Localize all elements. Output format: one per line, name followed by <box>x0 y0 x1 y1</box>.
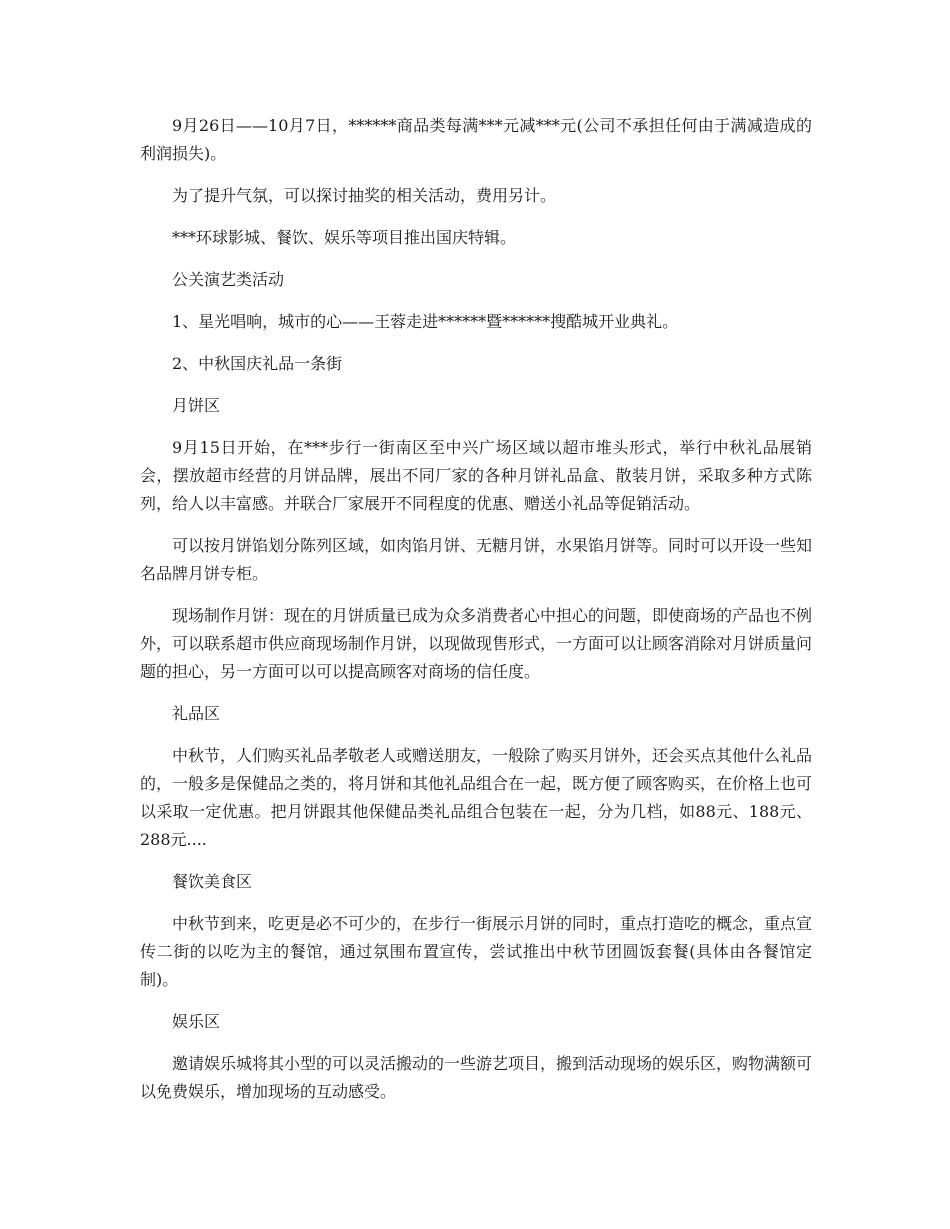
paragraph-onsite-making: 现场制作月饼：现在的月饼质量已成为众多消费者心中担心的问题，即使商场的产品也不例外，可以联系超市供应商现场制作月饼，以现做现售形式，一方面可以让顾客消除对月饼质量问题的担心，另一方面可以可以提高顾客对商场的信任度。 <box>140 606 813 681</box>
paragraph-food-promotion: 中秋节到来，吃更是必不可少的，在步行一街展示月饼的同时，重点打造吃的概念，重点宣传二街的以吃为主的餐馆，通过氛围布置宣传，尝试推出中秋节团圆饭套餐(具体由各餐馆定制)。 <box>140 914 813 989</box>
section-heading-entertainment-area: 娱乐区 <box>172 1012 221 1031</box>
paragraph-gift-bundles: 中秋节，人们购买礼品孝敬老人或赠送朋友，一般除了购买月饼外，还会买点其他什么礼品的，一般多是保健品之类的，将月饼和其他礼品组合在一起，既方便了顾客购买，在价格上也可以采取一定优惠。把月饼跟其他保健品类礼品组合包装在一起，分为几档，如88元、188元、288元.... <box>140 746 813 849</box>
section-heading-gift-area: 礼品区 <box>172 704 221 723</box>
paragraph-item-2: 2、中秋国庆礼品一条街 <box>172 354 343 373</box>
paragraph-lottery: 为了提升气氛，可以探讨抽奖的相关活动，费用另计。 <box>172 186 557 205</box>
section-heading-mooncake-area: 月饼区 <box>172 396 221 415</box>
paragraph-promotion-dates: 9月26日——10月7日，******商品类每满***元减***元(公司不承担任何由于满减造成的利润损失)。 <box>140 116 812 163</box>
paragraph-mooncake-fair: 9月15日开始，在***步行一街南区至中兴广场区域以超市堆头形式，举行中秋礼品展销会，摆放超市经营的月饼品牌，展出不同厂家的各种月饼礼品盒、散装月饼，采取多种方式陈列，给人以丰富感。并联合厂家展开不同程度的优惠、赠送小礼品等促销活动。 <box>140 438 812 513</box>
paragraph-item-1: 1、星光唱响，城市的心——王蓉走进******暨******搜酷城开业典礼。 <box>172 312 679 331</box>
paragraph-universal-studios: ***环球影城、餐饮、娱乐等项目推出国庆特辑。 <box>172 228 517 247</box>
paragraph-entertainment: 邀请娱乐城将其小型的可以灵活搬动的一些游艺项目，搬到活动现场的娱乐区，购物满额可以免费娱乐，增加现场的互动感受。 <box>140 1054 813 1101</box>
section-heading-pr-performance: 公关演艺类活动 <box>172 270 285 289</box>
paragraph-mooncake-display: 可以按月饼馅划分陈列区域，如肉馅月饼、无糖月饼，水果馅月饼等。同时可以开设一些知名品牌月饼专柜。 <box>140 536 813 583</box>
section-heading-food-area: 餐饮美食区 <box>172 872 253 891</box>
document-body <box>140 112 812 1120</box>
